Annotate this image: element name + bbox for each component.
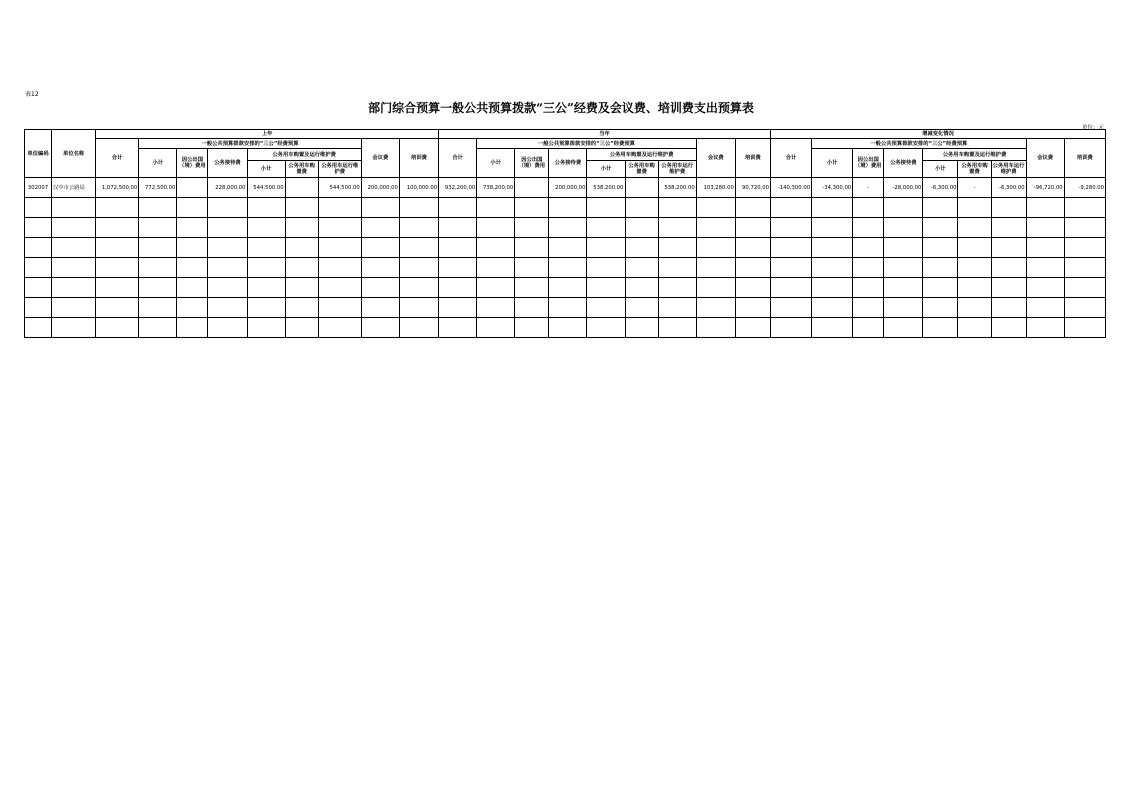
table-cell [318,278,361,298]
table-cell [771,298,812,318]
table-cell [285,238,318,258]
table-cell: -28,000.00 [884,178,923,198]
table-cell [884,318,923,338]
table-cell [853,278,884,298]
table-cell [812,238,853,258]
table-cell [96,298,139,318]
table-cell [52,318,96,338]
table-cell [177,238,208,258]
table-cell [515,178,549,198]
table-cell [884,258,923,278]
table-cell: 90,720.00 [735,178,770,198]
table-cell [439,198,477,218]
table-cell [923,218,958,238]
table-cell [735,198,770,218]
table-cell [25,258,52,278]
table-cell [696,238,735,258]
table-cell [735,218,770,238]
table-cell [771,218,812,238]
table-cell [247,298,285,318]
table-cell [318,258,361,278]
table-cell [958,218,991,238]
table-cell [399,318,438,338]
table-cell: - [853,178,884,198]
table-cell [853,318,884,338]
table-cell [549,298,587,318]
table-cell [735,318,770,338]
table-cell [812,218,853,238]
header-vehicle-subtotal: 小计 [247,161,285,178]
table-cell [587,198,625,218]
header-training: 培训费 [735,139,770,178]
table-cell [587,298,625,318]
table-cell [208,258,247,278]
table-cell [139,218,177,238]
table-row-empty [25,278,1106,298]
table-cell [1026,298,1064,318]
table-body [25,178,1106,338]
header-unit-code: 单位编码 [25,130,52,178]
table-cell [1026,218,1064,238]
table-cell [1064,218,1105,238]
table-cell [1064,318,1105,338]
table-cell [1064,238,1105,258]
table-cell [812,278,853,298]
header-vehicle: 公务用车购置及运行维护费 [247,149,361,161]
table-cell [625,178,658,198]
table-cell: 932,200.00 [439,178,477,198]
table-cell [477,298,515,318]
table-cell [285,178,318,198]
header-change: 增减变化情况 [771,130,1106,139]
table-cell [439,258,477,278]
table-cell [96,278,139,298]
table-cell [1026,318,1064,338]
header-curr-year: 当年 [439,130,771,139]
table-cell [1026,198,1064,218]
header-vehicle-purchase: 公务用车购置费 [958,161,991,178]
table-cell [399,278,438,298]
table-cell [549,238,587,258]
unit-label: 单位：元 [1081,125,1104,131]
table-cell [658,238,696,258]
table-cell [361,218,399,238]
table-cell [52,238,96,258]
table-cell [958,238,991,258]
table-cell [96,318,139,338]
table-cell [771,278,812,298]
table-cell [696,258,735,278]
header-abroad: 因公出国（境）费用 [853,149,884,178]
table-cell [247,218,285,238]
header-vehicle: 公务用车购置及运行维护费 [923,149,1026,161]
table-cell [735,238,770,258]
table-cell: -6,300.00 [991,178,1026,198]
table-cell [958,318,991,338]
table-row-empty [25,238,1106,258]
table-cell [361,278,399,298]
table-cell [658,198,696,218]
header-reception: 公务接待费 [549,149,587,178]
table-cell [735,278,770,298]
table-cell [884,278,923,298]
table-cell [587,238,625,258]
table-cell [991,258,1026,278]
header-abroad: 因公出国（境）费用 [515,149,549,178]
table-cell [515,258,549,278]
table-cell [477,218,515,238]
table-cell [587,258,625,278]
header-total: 合计 [439,139,477,178]
header-meeting: 会议费 [1026,139,1064,178]
table-cell [853,198,884,218]
table-row-empty [25,198,1106,218]
table-cell [658,298,696,318]
table-cell [549,258,587,278]
table-cell: -9,280.00 [1064,178,1105,198]
table-cell: 302007 [25,178,52,198]
table-number: 表12 [25,91,39,98]
header-reception: 公务接待费 [884,149,923,178]
table-cell [247,198,285,218]
table-cell [923,278,958,298]
table-cell [658,258,696,278]
table-cell [771,318,812,338]
header-meeting: 会议费 [361,139,399,178]
table-cell [515,298,549,318]
table-cell: 100,000.00 [399,178,438,198]
table-cell [853,298,884,318]
table-cell [247,278,285,298]
table-cell [52,218,96,238]
table-cell [1026,238,1064,258]
table-row-empty [25,218,1106,238]
table-cell [958,278,991,298]
table-cell: 538,200.00 [658,178,696,198]
table-cell [549,278,587,298]
table-cell [477,258,515,278]
table-cell [1064,258,1105,278]
table-cell [361,258,399,278]
table-cell [696,278,735,298]
table-cell [96,198,139,218]
table-cell [625,318,658,338]
table-cell [735,298,770,318]
table-cell [991,278,1026,298]
table-cell [812,318,853,338]
table-cell [1064,198,1105,218]
header-vehicle-running: 公务用车运行维护费 [658,161,696,178]
table-cell [177,318,208,338]
table-cell [1064,298,1105,318]
table-row-empty [25,298,1106,318]
table-cell [208,278,247,298]
header-total: 合计 [96,139,139,178]
table-cell: 228,000.00 [208,178,247,198]
table-cell [658,218,696,238]
header-subtotal: 小计 [477,149,515,178]
table-cell [285,318,318,338]
table-cell [958,258,991,278]
table-cell [884,298,923,318]
header-training: 培训费 [1064,139,1105,178]
table-cell [25,298,52,318]
table-cell [991,218,1026,238]
table-cell [853,258,884,278]
table-cell: 103,280.00 [696,178,735,198]
table-cell [991,318,1026,338]
table-cell: 544,500.00 [247,178,285,198]
header-reception: 公务接待费 [208,149,247,178]
table-cell [361,198,399,218]
table-cell [625,238,658,258]
header-three-public: 一般公共预算拨款安排的“三公”经费预算 [812,139,1027,149]
table-cell [139,278,177,298]
table-cell [399,258,438,278]
table-row-empty [25,318,1106,338]
header-subtotal: 小计 [139,149,177,178]
table-cell [991,198,1026,218]
header-vehicle: 公务用车购置及运行维护费 [587,149,696,161]
table-cell [399,198,438,218]
table-cell [625,218,658,238]
table-cell [177,258,208,278]
table-cell: - [958,178,991,198]
table-cell [735,258,770,278]
table-cell [318,318,361,338]
table-cell: -140,300.00 [771,178,812,198]
table-cell [52,198,96,218]
table-cell: 汉中市公路局 [52,178,96,198]
table-cell [361,298,399,318]
header-prev-year: 上年 [96,130,439,139]
table-cell [361,238,399,258]
table-cell [177,298,208,318]
table-cell [177,178,208,198]
table-cell [549,218,587,238]
table-cell [177,278,208,298]
table-cell [139,198,177,218]
table-cell [625,258,658,278]
table-cell: -6,300.00 [923,178,958,198]
table-cell [318,218,361,238]
table-cell [696,198,735,218]
table-cell [884,198,923,218]
table-cell [139,238,177,258]
table-cell [25,198,52,218]
table-cell: 1,072,500.00 [96,178,139,198]
table-cell [139,298,177,318]
table-cell [25,318,52,338]
header-vehicle-purchase: 公务用车购置费 [625,161,658,178]
header-vehicle-purchase: 公务用车购置费 [285,161,318,178]
table-cell [318,238,361,258]
table-cell [208,238,247,258]
header-unit-name: 单位名称 [52,130,96,178]
table-cell [696,318,735,338]
table-cell [515,218,549,238]
table-cell [439,238,477,258]
table-cell [285,298,318,318]
table-cell: 772,500.00 [139,178,177,198]
table-cell [208,198,247,218]
table-cell: 738,200.00 [477,178,515,198]
table-cell [853,218,884,238]
header-training: 培训费 [399,139,438,178]
table-cell: -34,300.00 [812,178,853,198]
table-cell [515,318,549,338]
table-cell [439,218,477,238]
table-cell [96,218,139,238]
header-subtotal: 小计 [812,149,853,178]
table-cell [477,278,515,298]
table-cell [884,238,923,258]
table-cell [884,218,923,238]
table-cell [853,238,884,258]
table-cell [812,298,853,318]
table-cell: 538,200.00 [587,178,625,198]
table-cell [1064,278,1105,298]
header-total: 合计 [771,139,812,178]
table-cell [812,198,853,218]
header-vehicle-subtotal: 小计 [587,161,625,178]
table-cell [52,278,96,298]
table-cell [958,198,991,218]
table-cell [177,218,208,238]
table-cell [771,198,812,218]
table-cell [658,278,696,298]
table-cell [991,298,1026,318]
table-cell [247,238,285,258]
table-cell [439,278,477,298]
table-cell [696,298,735,318]
table-cell [625,278,658,298]
table-cell [477,318,515,338]
table-cell [991,238,1026,258]
table-cell [812,258,853,278]
table-cell [285,258,318,278]
table-cell [587,318,625,338]
table-cell [399,298,438,318]
table-cell [923,298,958,318]
table-cell [923,318,958,338]
table-cell [439,298,477,318]
table-cell [771,238,812,258]
table-cell [587,218,625,238]
table-cell [587,278,625,298]
table-cell [515,278,549,298]
table-cell [361,318,399,338]
table-cell [285,198,318,218]
table-cell [208,318,247,338]
table-cell [923,238,958,258]
table-row [25,178,1106,198]
table-cell [247,318,285,338]
table-cell [625,298,658,318]
table-cell [139,318,177,338]
table-cell [549,198,587,218]
table-cell [515,198,549,218]
table-cell [1026,258,1064,278]
header-vehicle-running: 公务用车运行维护费 [318,161,361,178]
budget-table [24,129,1106,338]
table-cell [399,218,438,238]
table-cell [96,238,139,258]
table-cell [439,318,477,338]
table-cell [958,298,991,318]
table-cell: 200,000.00 [361,178,399,198]
table-cell [515,238,549,258]
table-cell: 544,500.00 [318,178,361,198]
table-row-empty [25,258,1106,278]
table-cell [52,258,96,278]
table-cell [285,278,318,298]
table-cell [177,198,208,218]
header-vehicle-subtotal: 小计 [923,161,958,178]
table-cell [25,238,52,258]
table-cell: 200,000.00 [549,178,587,198]
table-cell [477,238,515,258]
table-cell [318,298,361,318]
table-cell [139,258,177,278]
table-cell [477,198,515,218]
header-vehicle-running: 公务用车运行维护费 [991,161,1026,178]
table-cell: -96,720.00 [1026,178,1064,198]
table-cell [285,218,318,238]
table-cell [399,238,438,258]
table-cell [208,298,247,318]
table-cell [96,258,139,278]
table-cell [25,278,52,298]
header-meeting: 会议费 [696,139,735,178]
table-cell [658,318,696,338]
page-title: 部门综合预算一般公共预算拨款“三公”经费及会议费、培训费支出预算表 [368,101,754,115]
table-cell [208,218,247,238]
header-abroad: 因公出国（境）费用 [177,149,208,178]
table-cell [1026,278,1064,298]
header-three-public: 一般公共预算拨款安排的“三公”经费预算 [139,139,362,149]
header-three-public: 一般公共预算拨款安排的“三公”经费预算 [477,139,697,149]
table-cell [247,258,285,278]
table-cell [318,198,361,218]
table-cell [771,258,812,278]
table-cell [696,218,735,238]
table-cell [625,198,658,218]
table-cell [549,318,587,338]
table-cell [923,198,958,218]
table-cell [923,258,958,278]
table-cell [25,218,52,238]
table-cell [52,298,96,318]
